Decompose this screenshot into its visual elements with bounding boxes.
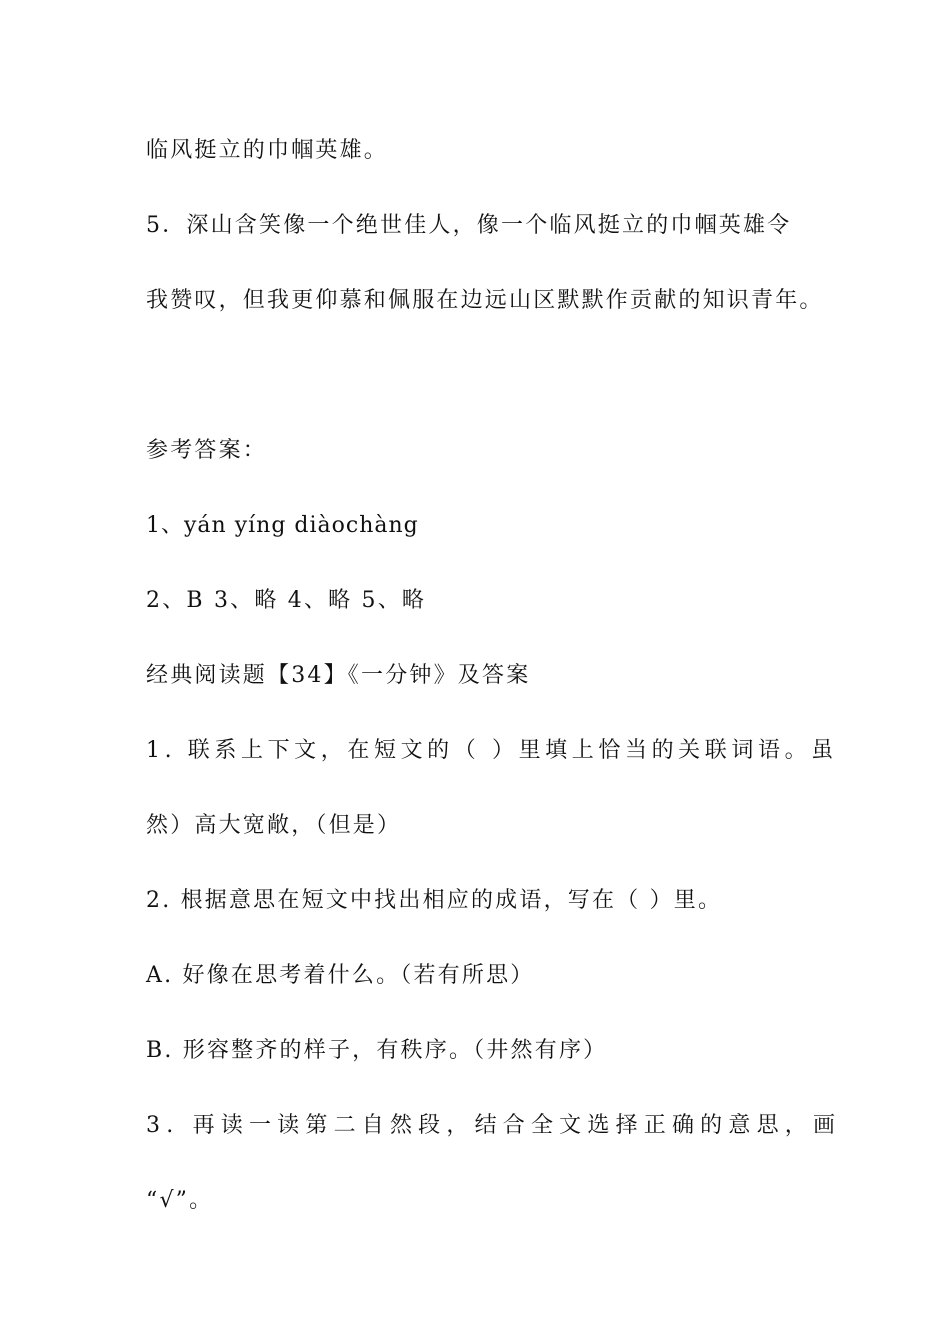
answer-line-1: 1、yán yíng diàochàng <box>146 513 419 538</box>
question-line-1-continued: 然）高大宽敞，（但是） <box>146 813 402 838</box>
answer-line-2: 2、B 3、略 4、略 5、略 <box>146 588 427 613</box>
text-line-3: 我赞叹，但我更仰慕和佩服在边远山区默默作贡献的知识青年。 <box>146 288 824 313</box>
question-line-3: 3. 再读一读第二自然段，结合全文选择正确的意思，画 <box>146 1113 842 1138</box>
option-a: A. 好像在思考着什么。（若有所思） <box>146 963 535 988</box>
section-heading-answers: 参考答案： <box>146 438 268 463</box>
question-line-3-continued: “√”。 <box>146 1188 214 1213</box>
text-line-2: 5．深山含笑像一个绝世佳人，像一个临风挺立的巾帼英雄令 <box>146 213 792 238</box>
question-line-2: 2. 根据意思在短文中找出相应的成语，写在（ ）里。 <box>146 888 723 913</box>
option-b: B. 形容整齐的样子，有秩序。（井然有序） <box>146 1038 608 1063</box>
question-line-1: 1. 联系上下文，在短文的（ ）里填上恰当的关联词语。虽 <box>146 738 838 763</box>
text-line-1: 临风挺立的巾帼英雄。 <box>146 138 389 163</box>
section-title: 经典阅读题【34】《一分钟》及答案 <box>146 663 531 688</box>
